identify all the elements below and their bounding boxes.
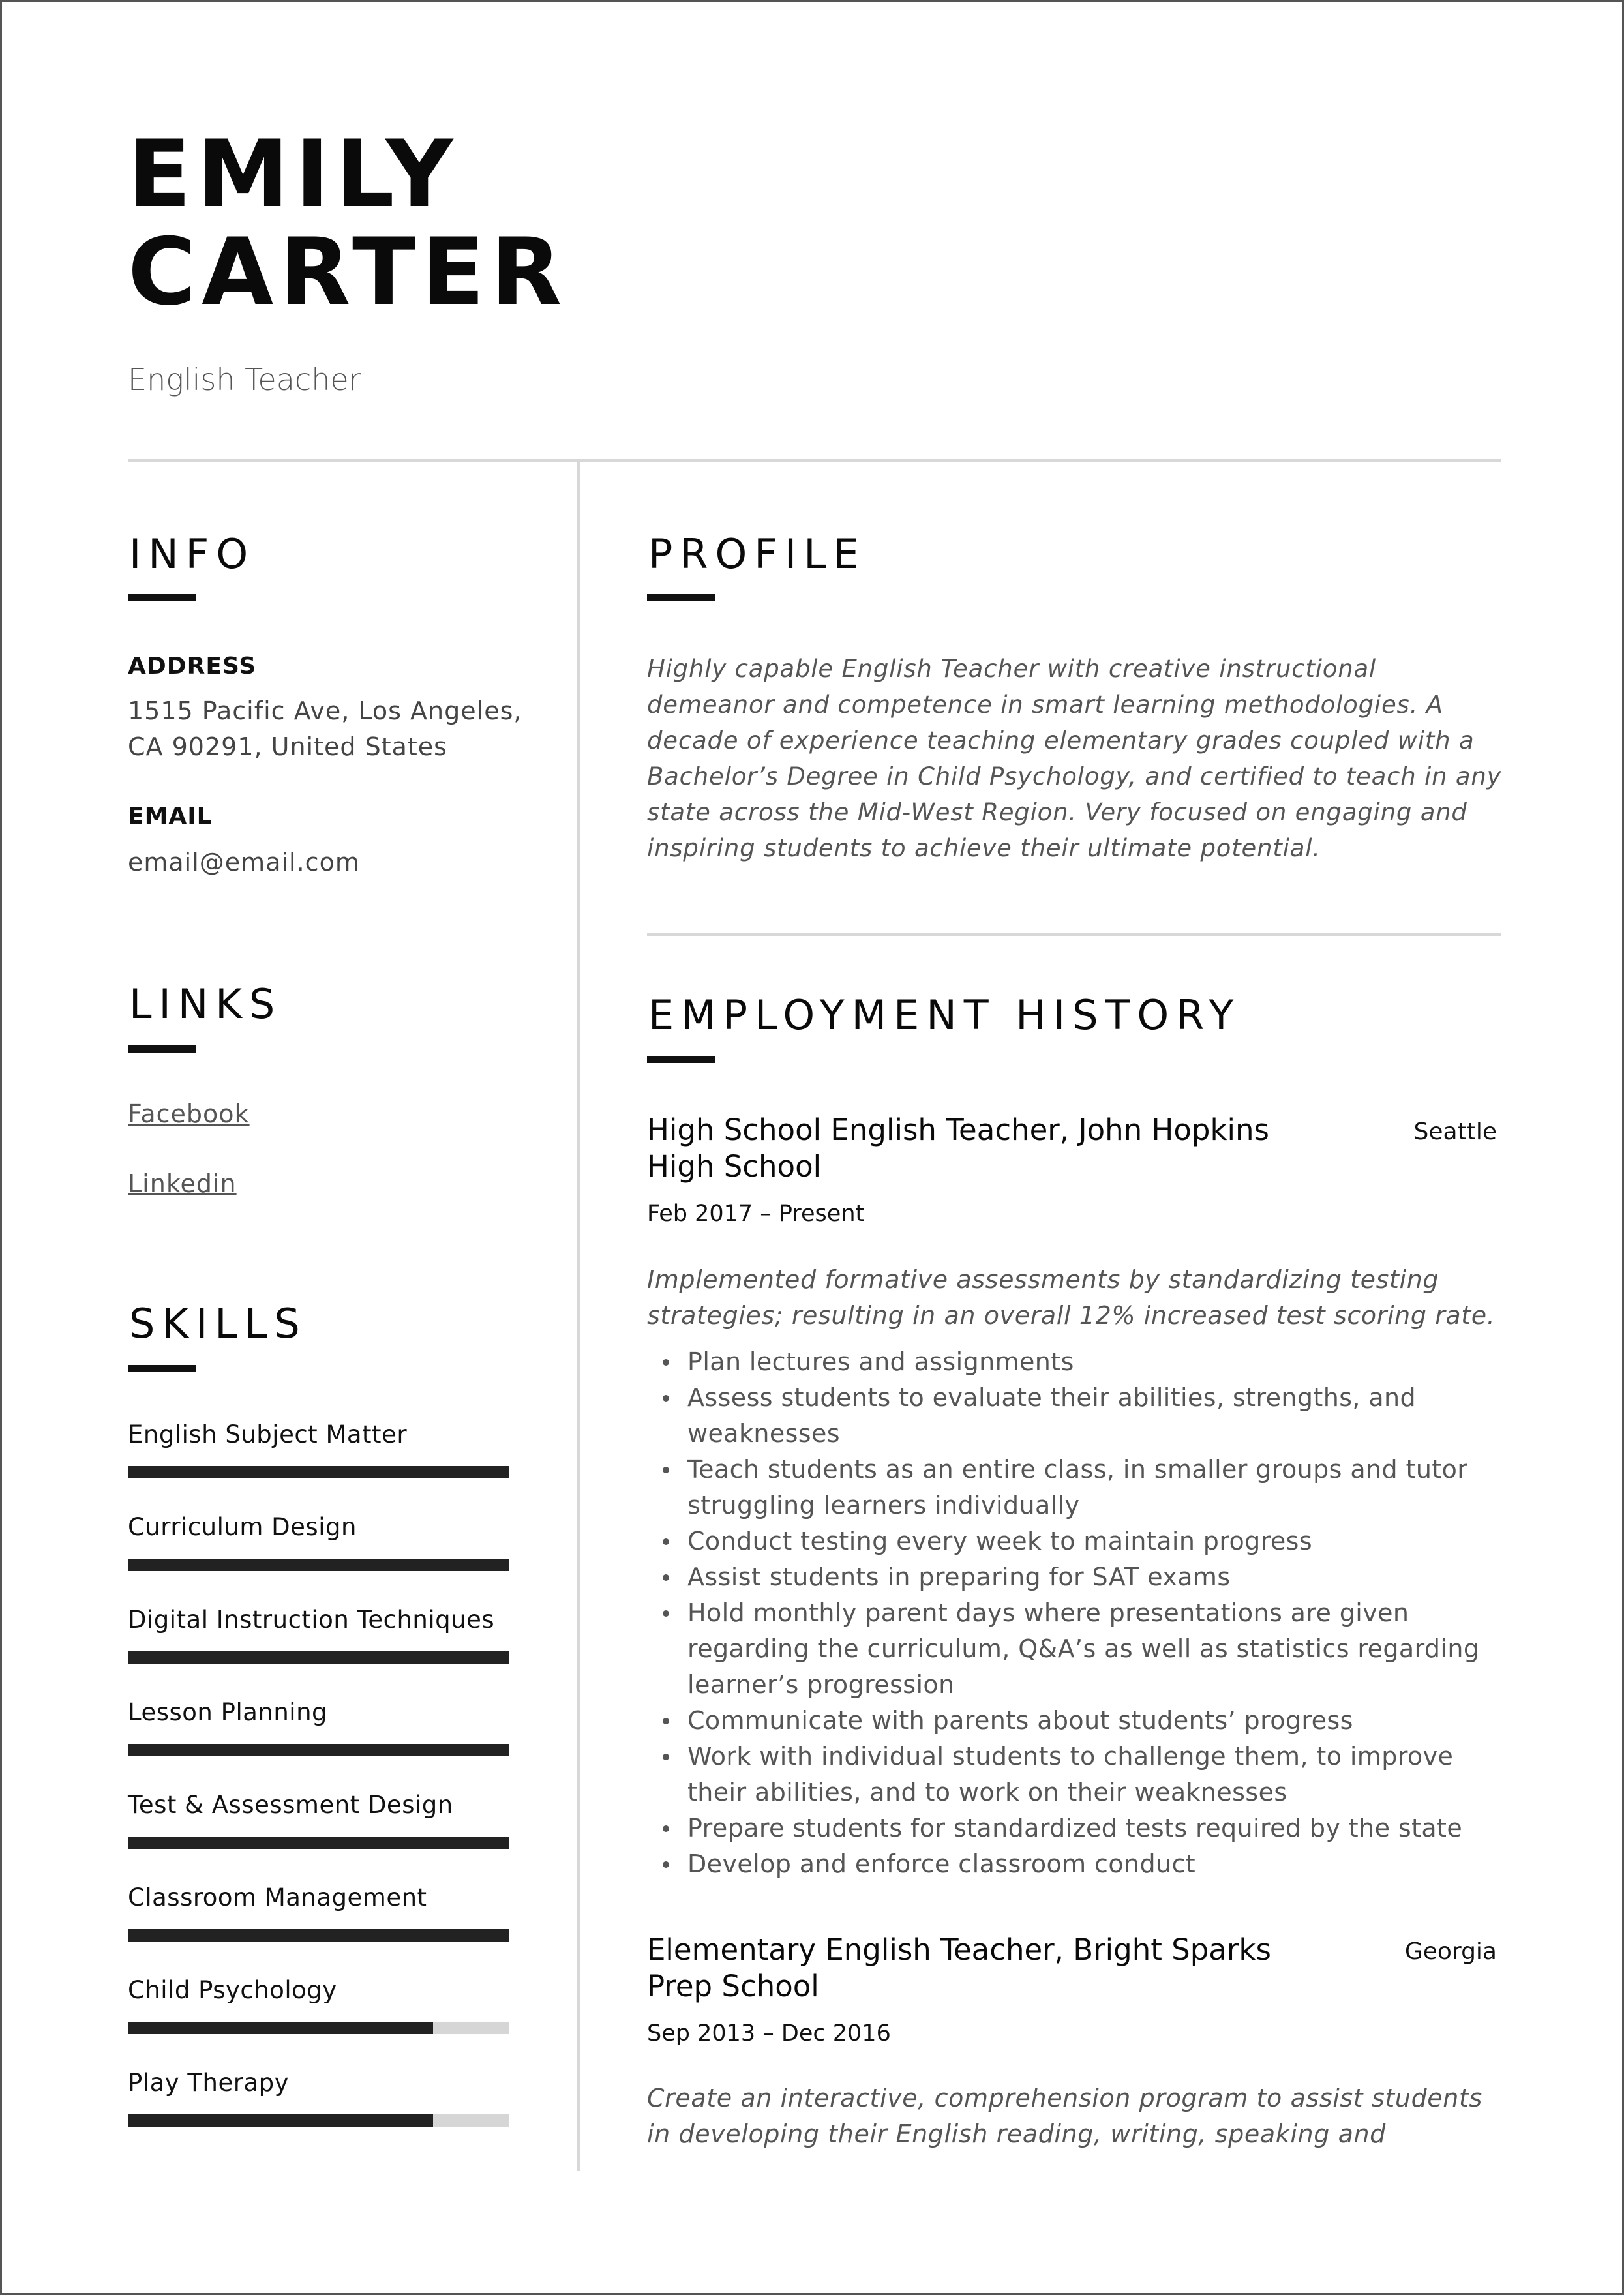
job-1-title-line-1: High School English Teacher, John Hopkins: [647, 1113, 1269, 1147]
job-title: English Teacher: [128, 362, 361, 397]
skill-level-fill: [128, 1651, 509, 1664]
skill-level-bar: [128, 1929, 509, 1942]
duty-item: Prepare students for standardized tests required by the state: [647, 1810, 1501, 1846]
skill-name: Curriculum Design: [128, 1513, 357, 1541]
skills-heading: SKILLS: [129, 1300, 307, 1347]
skill-name: Lesson Planning: [128, 1698, 328, 1726]
duty-item: Hold monthly parent days where presentations are given regarding the curriculum, Q&A’s as well as statistics regarding learner’s progression: [647, 1595, 1501, 1703]
skill-level-bar: [128, 2114, 509, 2127]
job-1-location: Seattle: [1413, 1118, 1497, 1145]
duty-item: Communicate with parents about students’ progress: [647, 1703, 1501, 1739]
duty-item: Assess students to evaluate their abilities, strengths, and weaknesses: [647, 1380, 1501, 1452]
skill-level-bar: [128, 1651, 509, 1664]
profile-heading: PROFILE: [648, 530, 866, 578]
job-2-summary: Create an interactive, comprehension program to assist students in developing their English reading, writing, speaking and: [647, 2084, 1482, 2148]
skill-level-bar: [128, 1466, 509, 1478]
profile-summary: Highly capable English Teacher with creative instructional demeanor and competence in smart learning methodologies. A decade of experience teaching elementary grades coupled with a Bachelor’s Degree in Child Psychology, and certified to teach in any state across the Mid-West Region. Very focused on engaging and inspiring students to achieve their ultimate potential.: [647, 655, 1502, 862]
skill-name: Classroom Management: [128, 1883, 427, 1912]
skill-level-bar: [128, 1744, 509, 1756]
skill-level-fill: [128, 2022, 433, 2034]
address-line-2: CA 90291, United States: [128, 732, 447, 761]
job-1-duties: [647, 1344, 1501, 1882]
job-2-location: Georgia: [1404, 1938, 1497, 1965]
column-divider: [577, 462, 580, 2171]
skill-name: Play Therapy: [128, 2069, 290, 2097]
links-heading: LINKS: [129, 980, 282, 1028]
job-1-summary: Implemented formative assessments by standardizing testing strategies; resulting in an overall 12% increased test scoring rate.: [647, 1265, 1496, 1330]
last-name: CARTER: [128, 218, 568, 326]
email-value: email@email.com: [128, 848, 360, 877]
skill-level-bar: [128, 2022, 509, 2034]
job-2-title-line-2: Prep School: [647, 1969, 819, 2003]
skill-name: English Subject Matter: [128, 1420, 408, 1448]
duty-item: Conduct testing every week to maintain progress: [647, 1523, 1501, 1559]
candidate-name: [128, 121, 568, 326]
skill-level-fill: [128, 1559, 509, 1571]
email-label: EMAIL: [128, 803, 213, 830]
header-divider: [128, 459, 1501, 462]
job-1-title: [647, 1112, 1338, 1185]
skills-heading-underline: [128, 1365, 196, 1372]
job-2-title-line-1: Elementary English Teacher, Bright Sparks: [647, 1932, 1271, 1967]
duty-item: Plan lectures and assignments: [647, 1344, 1501, 1380]
linkedin-link[interactable]: Linkedin: [128, 1169, 237, 1198]
skill-level-bar: [128, 1837, 509, 1849]
info-heading-underline: [128, 594, 196, 601]
job-2-title: [647, 1932, 1338, 2005]
job-1-title-line-2: High School: [647, 1149, 822, 1184]
first-name: EMILY: [128, 121, 459, 228]
job-2-dates: Sep 2013 – Dec 2016: [647, 2020, 891, 2047]
duty-item: Develop and enforce classroom conduct: [647, 1846, 1501, 1882]
skill-level-fill: [128, 1929, 509, 1942]
info-heading: INFO: [129, 530, 256, 578]
duty-item: Teach students as an entire class, in smaller groups and tutor struggling learners individually: [647, 1452, 1501, 1523]
links-heading-underline: [128, 1045, 196, 1053]
skill-level-fill: [128, 2114, 433, 2127]
skill-name: Child Psychology: [128, 1976, 337, 2004]
section-divider: [647, 933, 1501, 936]
employment-heading-underline: [647, 1056, 715, 1063]
duty-item: Work with individual students to challenge them, to improve their abilities, and to work on their weaknesses: [647, 1739, 1501, 1810]
address-label: ADDRESS: [128, 653, 257, 680]
skill-name: Digital Instruction Techniques: [128, 1606, 495, 1634]
skill-level-fill: [128, 1744, 509, 1756]
duty-item: Assist students in preparing for SAT exams: [647, 1559, 1501, 1595]
job-1-dates: Feb 2017 – Present: [647, 1201, 865, 1227]
skill-level-fill: [128, 1837, 509, 1849]
address-value: [128, 693, 522, 765]
facebook-link[interactable]: Facebook: [128, 1100, 250, 1128]
employment-heading: EMPLOYMENT HISTORY: [648, 991, 1241, 1039]
skill-level-bar: [128, 1559, 509, 1571]
address-line-1: 1515 Pacific Ave, Los Angeles,: [128, 697, 522, 725]
skill-level-fill: [128, 1466, 509, 1478]
profile-heading-underline: [647, 594, 715, 601]
skill-name: Test & Assessment Design: [128, 1791, 453, 1819]
